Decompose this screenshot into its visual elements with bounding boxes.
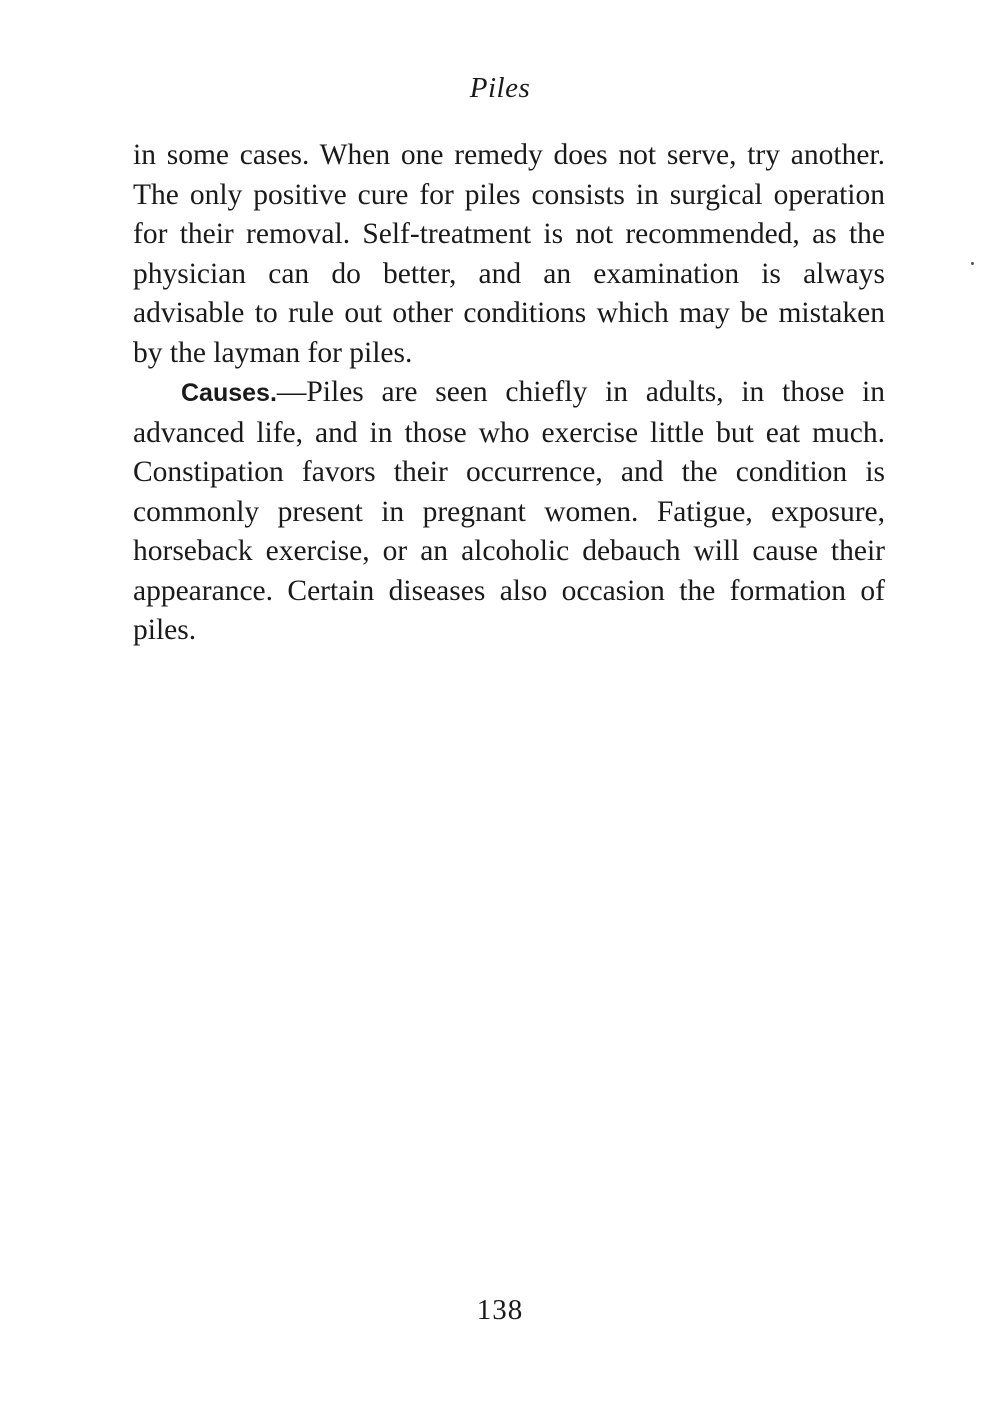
paragraph-continued: in some cases. When one remedy does not serve, try another. The only positive cure for piles consists in surgical operation for their removal. Self-treatment is not recommended, as the physician can do better, and an examination is always advisable to rule out other conditions which may be mistaken by the layman for piles. xyxy=(133,139,885,369)
paragraph-causes xyxy=(133,373,885,651)
page-number: 138 xyxy=(476,1294,524,1326)
print-speck xyxy=(971,262,974,265)
running-head: Piles xyxy=(469,72,531,104)
body-text xyxy=(133,136,885,651)
section-heading-causes: Causes. xyxy=(181,379,277,407)
paragraph-causes-text: —Piles are seen chiefly in adults, in those in advanced life, and in those who exercise little but eat much. Constipation favors their occurrence, and the condition is commonly present in pregnant women. Fatigue, exposure, horseback exercise, or an alcoholic debauch will cause their appearance. Certain diseases also occasion the formation of piles. xyxy=(133,376,885,646)
